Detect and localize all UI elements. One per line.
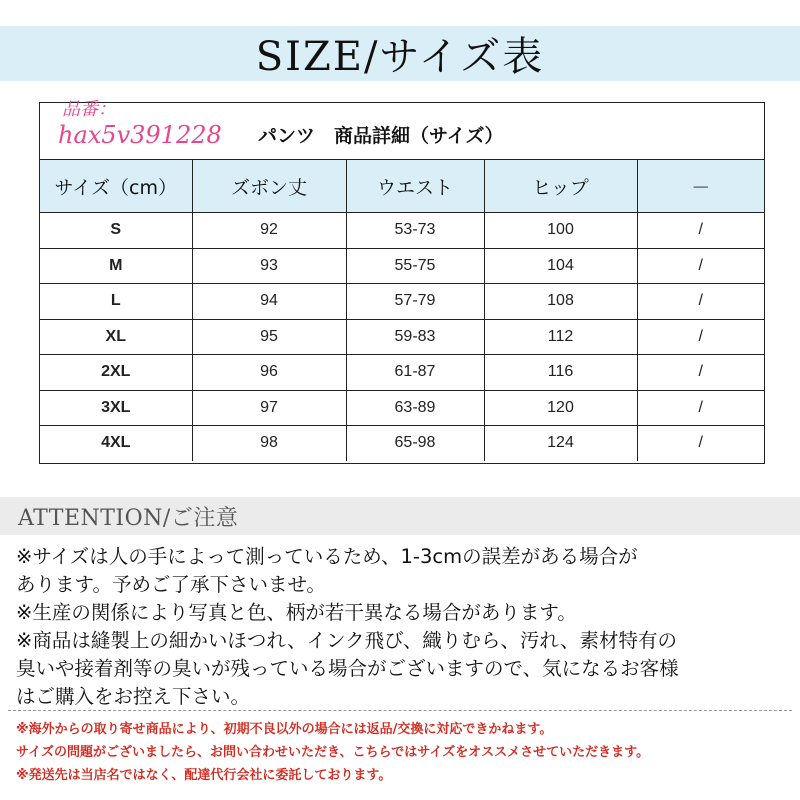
cell-hip: 104	[484, 248, 637, 284]
table-row	[40, 426, 764, 461]
cell-length: 97	[192, 390, 346, 426]
cell-hip: 100	[484, 213, 637, 249]
note-line: はご購入をお控え下さい。	[16, 685, 251, 708]
attention-heading: ATTENTION/ご注意	[18, 505, 239, 531]
cell-length: 95	[192, 319, 346, 355]
table-row	[40, 284, 764, 320]
footnote-line: ※海外からの取り寄せ商品により、初期不良以外の場合には返品/交換に対応できかねます。	[16, 722, 553, 737]
table-row	[40, 390, 764, 426]
cell-size: 2XL	[40, 355, 192, 391]
footnotes	[16, 718, 792, 787]
cell-hip: 124	[484, 426, 637, 461]
header-hip: ヒップ	[484, 160, 637, 213]
table-title: パンツ 商品詳細（サイズ）	[258, 125, 504, 147]
note-line: ※商品は縫製上の細かいほつれ、インク飛び、織りむら、汚れ、素材特有の	[16, 629, 678, 652]
header-waist: ウエスト	[346, 160, 484, 213]
cell-size: XL	[40, 319, 192, 355]
size-table	[40, 160, 764, 461]
cell-size: M	[40, 248, 192, 284]
table-header-row	[40, 160, 764, 213]
note-line: ※サイズは人の手によって測っているため、1-3cmの誤差がある場合が	[16, 545, 638, 568]
product-code-label: 品番：	[62, 99, 116, 120]
product-code: hax5v391228	[58, 121, 222, 149]
cell-length: 93	[192, 248, 346, 284]
divider	[8, 710, 792, 711]
cell-hip: 116	[484, 355, 637, 391]
cell-waist: 57-79	[346, 284, 484, 320]
table-row	[40, 213, 764, 249]
page-title: SIZE/サイズ表	[255, 34, 545, 80]
cell-size: 4XL	[40, 426, 192, 461]
note-line: ※生産の関係により写真と色、柄が若干異なる場合があります。	[16, 601, 577, 624]
cell-waist: 53-73	[346, 213, 484, 249]
cell-length: 98	[192, 426, 346, 461]
cell-extra: /	[637, 355, 764, 391]
cell-waist: 55-75	[346, 248, 484, 284]
cell-extra: /	[637, 248, 764, 284]
attention-band	[0, 497, 800, 535]
cell-length: 94	[192, 284, 346, 320]
cell-waist: 61-87	[346, 355, 484, 391]
cell-extra: /	[698, 434, 703, 452]
cell-size: S	[40, 213, 192, 249]
cell-hip: 108	[484, 284, 637, 320]
attention-notes	[16, 543, 788, 711]
cell-extra: /	[637, 213, 764, 249]
cell-extra: /	[637, 390, 764, 426]
cell-waist: 59-83	[346, 319, 484, 355]
table-row	[40, 319, 764, 355]
header-length: ズボン丈	[192, 160, 346, 213]
cell-waist: 63-89	[346, 390, 484, 426]
title-band	[0, 26, 800, 81]
footnote-line: サイズの問題がございましたら、お問い合わせいただき、こちらではサイズをオススメさせていただきます。	[16, 745, 650, 760]
note-line: あります。予めご了承下さいませ。	[16, 573, 326, 596]
note-line: 臭いや接着剤等の臭いが残っている場合がございますので、気になるお客様	[16, 657, 679, 680]
cell-extra: /	[637, 284, 764, 320]
table-row	[40, 248, 764, 284]
cell-length: 96	[192, 355, 346, 391]
cell-extra: /	[637, 319, 764, 355]
table-caption	[40, 99, 764, 160]
cell-size: 3XL	[40, 390, 192, 426]
cell-hip: 120	[484, 390, 637, 426]
cell-length: 92	[192, 213, 346, 249]
table-row	[40, 355, 764, 391]
size-table-container	[39, 99, 765, 464]
footnote-line: ※発送先は当店名ではなく、配達代行会社に委託しております。	[16, 768, 392, 783]
header-extra: －	[637, 160, 764, 213]
header-size: サイズ（cm）	[40, 160, 192, 213]
cell-waist: 65-98	[346, 426, 484, 461]
cell-hip: 112	[484, 319, 637, 355]
cell-size: L	[40, 284, 192, 320]
